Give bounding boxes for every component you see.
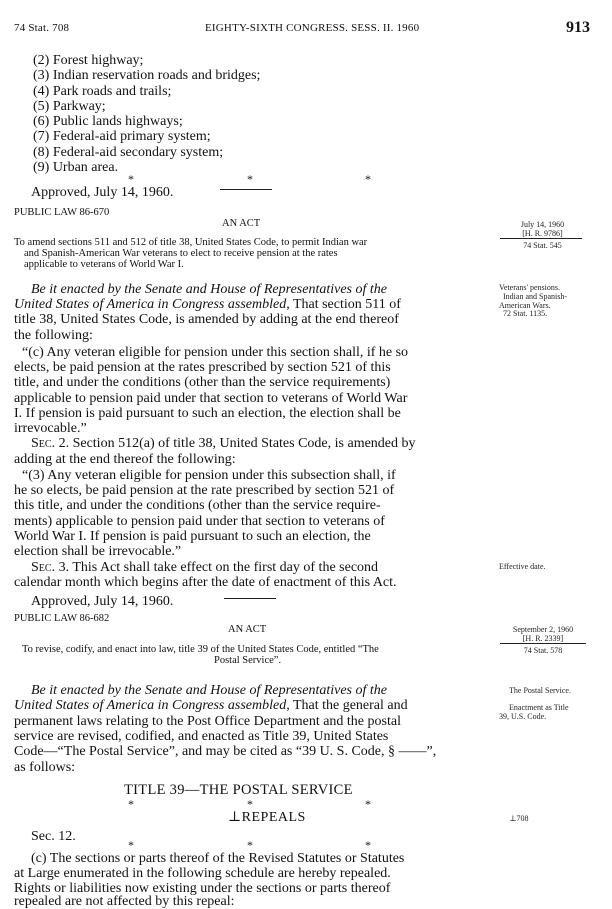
asterisk: *: [128, 797, 134, 811]
margin-note: American Wars.: [499, 301, 551, 310]
enacting-clause-italic: United States of America in Congress assembled,: [14, 698, 290, 713]
enacting-clause: Be it enacted by the Senate and House of Representatives of the: [31, 683, 387, 698]
repeal-text: (c) The sections or parts thereof of the Revised Statutes or Statutes: [31, 851, 405, 866]
footnote-marker: ⊥: [228, 810, 242, 825]
quoted-text: title, and under the conditions (other than the service requirements): [14, 375, 391, 390]
list-item: (2) Forest highway;: [33, 53, 144, 68]
quoted-text: applicable to pension paid under that section to veterans of World War: [14, 391, 408, 406]
asterisk: *: [247, 838, 253, 852]
enacting-clause: Be it enacted by the Senate and House of Representatives of the: [31, 282, 387, 297]
divider-rule: [224, 598, 276, 599]
margin-note: Enactment as Title: [509, 703, 569, 712]
margin-note: The Postal Service.: [509, 686, 571, 695]
asterisk: *: [247, 172, 253, 186]
enacting-clause-italic: United States of America in Congress assembled,: [14, 297, 290, 312]
enacting-clause: the following:: [14, 328, 93, 343]
quoted-text: irrevocable.”: [14, 421, 87, 436]
asterisk: *: [365, 838, 371, 852]
approval-date: Approved, July 14, 1960.: [31, 185, 174, 200]
repeal-text: repealed are not affected by this repeal:: [14, 894, 235, 909]
list-item: (5) Parkway;: [33, 99, 106, 114]
quoted-text: ments) applicable to pension paid under that section to veterans of: [14, 514, 385, 529]
act-summary: To amend sections 511 and 512 of title 38, United States Code, to permit Indian war: [14, 237, 368, 248]
enacting-clause: as follows:: [14, 760, 76, 775]
section-text: adding at the end thereof the following:: [14, 452, 236, 467]
enacting-clause-text: That the general and: [289, 698, 408, 713]
quoted-text: “(3) Any veteran eligible for pension under this subsection shall, if: [22, 468, 396, 483]
quoted-text: this title, and under the conditions (other than the service require-: [14, 498, 381, 513]
asterisk: *: [365, 797, 371, 811]
quoted-text: “(c) Any veteran eligible for pension under this section shall, if he so: [22, 345, 409, 360]
margin-page-ref: ⊥708: [509, 814, 529, 823]
margin-rule: [500, 238, 582, 239]
enacting-clause: title 38, United States Code, is amended by adding at the end thereof: [14, 312, 399, 327]
asterisk: *: [128, 172, 134, 186]
list-item: (4) Park roads and trails;: [33, 84, 172, 99]
title-heading: TITLE 39—THE POSTAL SERVICE: [124, 782, 353, 798]
quoted-text: World War I. If pension is paid pursuant to such an election, the: [14, 529, 371, 544]
quoted-text: election shall be irrevocable.”: [14, 544, 182, 559]
section-body: Section 512(a) of title 38, United States Code, is amended by: [69, 436, 416, 451]
list-item: (8) Federal-aid secondary system;: [33, 145, 224, 160]
enacting-clause: permanent laws relating to the Post Office Department and the postal: [14, 714, 401, 729]
list-item: (9) Urban area.: [33, 160, 119, 175]
list-item: (7) Federal-aid primary system;: [33, 129, 211, 144]
repeals-heading-text: REPEALS: [241, 810, 306, 825]
section-text: [31, 436, 416, 451]
list-item: (6) Public lands highways;: [33, 114, 183, 129]
divider-rule: [220, 189, 272, 190]
margin-bill-number: [H. R. 9786]: [522, 229, 563, 238]
margin-stat-ref: 74 Stat. 545: [523, 241, 562, 250]
enacting-clause: Code—“The Postal Service”, and may be cited as “39 U. S. Code, § ——”,: [14, 744, 437, 759]
repeal-text: at Large enumerated in the following schedule are hereby repealed.: [14, 866, 391, 881]
enacting-clause: [14, 698, 408, 713]
act-title: AN ACT: [228, 624, 267, 635]
section-label: Sec. 3.: [31, 560, 70, 575]
section-label: Sec. 12.: [31, 829, 76, 844]
enacting-clause: service are revised, codified, and enacted as Title 39, United States: [14, 729, 389, 744]
quoted-text: I. If pension is paid pursuant to such an election, the election shall be: [14, 406, 401, 421]
header-congress-session: EIGHTY-SIXTH CONGRESS. SESS. II. 1960: [205, 22, 420, 34]
margin-stat-ref: 74 Stat. 578: [523, 646, 563, 655]
asterisk: *: [365, 172, 371, 186]
margin-note: Veterans' pensions.: [499, 283, 560, 292]
act-summary: and Spanish-American War veterans to elect to receive pension at the rates: [24, 248, 338, 259]
margin-bill-number: [H. R. 2339]: [522, 634, 564, 643]
asterisk: *: [247, 797, 253, 811]
approval-date: Approved, July 14, 1960.: [31, 594, 174, 609]
header-stat-ref: 74 Stat. 708: [14, 22, 70, 34]
act-summary: To revise, codify, and enact into law, title 39 of the United States Code, entitled “The: [22, 644, 379, 655]
repeals-heading: [228, 810, 306, 825]
margin-rule: [500, 643, 586, 644]
asterisk: *: [128, 838, 134, 852]
section-body: This Act shall take effect on the first day of the second: [69, 560, 379, 575]
margin-note: Effective date.: [499, 562, 546, 571]
repeal-text: Rights or liabilities now existing under the sections or parts thereof: [14, 881, 391, 896]
section-text: calendar month which begins after the date of enactment of this Act.: [14, 575, 397, 590]
margin-note: 39, U.S. Code.: [499, 712, 547, 721]
act-summary: Postal Service”.: [214, 655, 282, 666]
margin-note: Indian and Spanish-: [503, 292, 567, 301]
act-title: AN ACT: [222, 218, 261, 229]
margin-date: July 14, 1960: [520, 220, 565, 229]
quoted-text: elects, be paid pension at the rates prescribed by section 521 of this: [14, 360, 391, 375]
enacting-clause-text: That section 511 of: [289, 297, 401, 312]
public-law-number: PUBLIC LAW 86-682: [14, 613, 110, 624]
section-label: Sec. 2.: [31, 436, 70, 451]
enacting-clause: [14, 297, 401, 312]
section-text: [31, 560, 378, 575]
margin-note: 72 Stat. 1135.: [503, 309, 548, 318]
quoted-text: he so elects, be paid pension at the rate prescribed by section 521 of: [14, 483, 395, 498]
margin-date: September 2, 1960: [512, 625, 574, 634]
page-number: 913: [566, 19, 590, 36]
act-summary: applicable to veterans of World War I.: [24, 259, 184, 270]
list-item: (3) Indian reservation roads and bridges;: [33, 68, 261, 83]
public-law-number: PUBLIC LAW 86-670: [14, 207, 110, 218]
